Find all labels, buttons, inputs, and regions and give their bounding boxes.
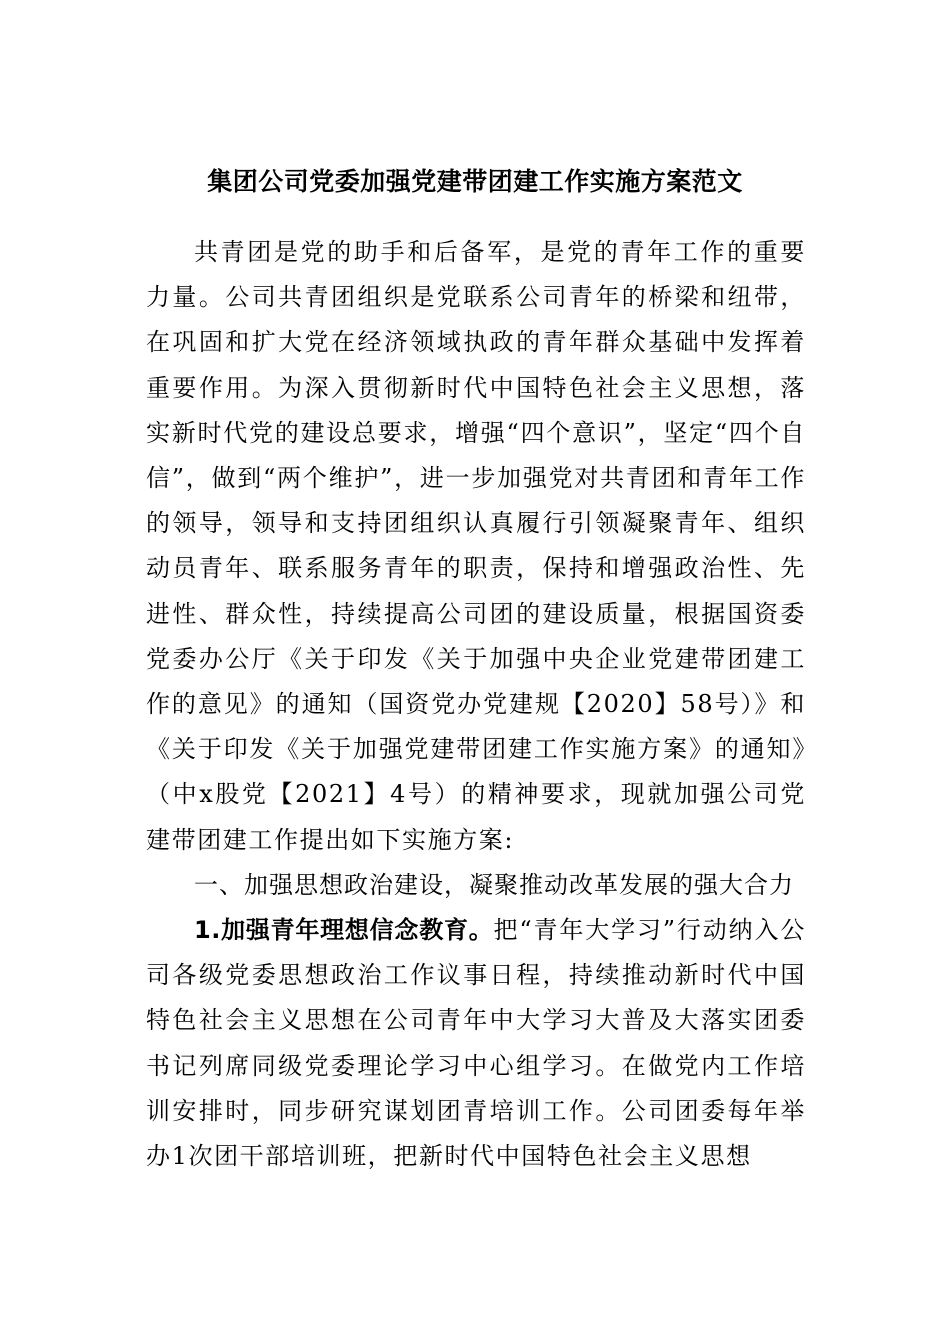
item-title: 1.加强青年理想信念教育。 <box>194 916 494 945</box>
document-title: 集团公司党委加强党建带团建工作实施方案范文 <box>207 167 743 196</box>
intro-paragraph: 共青团是党的助手和后备军，是党的青年工作的重要力量。公司共青团组织是党联系公司青年的桥梁和纽带，在巩固和扩大党在经济领域执政的青年群众基础中发挥着重要作用。为深入贯彻新时代中国特色社会主义思想，落实新时代党的建设总要求，增强“四个意识”，坚定“四个自信”，做到“两个维护”，进一步加强党对共青团和青年工作的领导，领导和支持团组织认真履行引领凝聚青年、组织动员青年、联系服务青年的职责，保持和增强政治性、先进性、群众性，持续提高公司团的建设质量，根据国资委党委办公厅《关于印发《关于加强中央企业党建带团建工作的意见》的通知（国资党办党建规【2020】58号）》和《关于印发《关于加强党建带团建工作实施方案》的通知》（中x股党【2021】4号）的精神要求，现就加强公司党建带团建工作提出如下实施方案: <box>146 238 806 854</box>
section-heading: 一、加强思想政治建设，凝聚推动改革发展的强大合力 <box>194 870 794 899</box>
item-text: 把“青年大学习”行动纳入公司各级党委思想政治工作议事日程，持续推动新时代中国特色社会主义思想在公司青年中大学习大普及大落实团委书记列席同级党委理论学习中心组学习。在做党内工作培训安排时，同步研究谋划团青培训工作。公司团委每年举办1次团干部培训班，把新时代中国特色社会主义思想 <box>146 916 806 1171</box>
document-body <box>146 230 806 1179</box>
item-paragraph <box>146 908 806 1179</box>
